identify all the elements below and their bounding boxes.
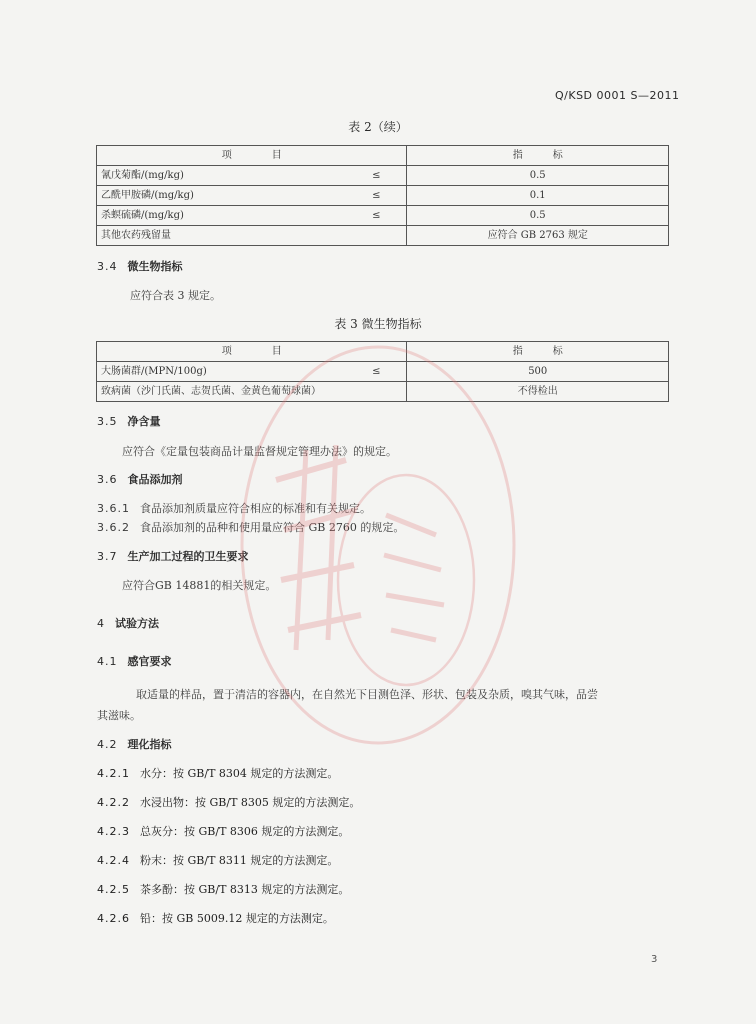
table-header-row xyxy=(97,342,669,362)
section-heading-4-2 xyxy=(97,736,172,752)
item-cell xyxy=(97,166,407,186)
value-cell: 0.1 xyxy=(407,186,669,206)
column-header-value: 指 标 xyxy=(407,342,669,362)
paragraph-line: 取适量的样品，置于清洁的容器内，在自然光下目测色泽、形状、包装及杂质，嗅其气味，品尝 xyxy=(136,688,598,701)
section-title: 理化指标 xyxy=(127,738,172,751)
clause-number: 4.2.2 xyxy=(97,796,130,809)
clause-3-6-1 xyxy=(97,500,371,516)
clause-number: 4.2.1 xyxy=(97,767,130,780)
paragraph: 应符合《定量包装商品计量监督规定管理办法》的规定。 xyxy=(122,445,397,458)
section-number: 4.1 xyxy=(97,655,118,668)
clause-4-2-5 xyxy=(97,881,349,897)
paragraph: 应符合表 3 规定。 xyxy=(130,289,221,302)
section-heading-4 xyxy=(97,615,159,631)
section-title: 生产加工过程的卫生要求 xyxy=(127,550,249,563)
clause-4-2-2 xyxy=(97,794,360,810)
clause-number: 4.2.5 xyxy=(97,883,130,896)
le-operator: ≤ xyxy=(372,170,381,181)
clause-number: 3.6.2 xyxy=(97,521,130,534)
value-cell: 应符合 GB 2763 规定 xyxy=(407,226,669,246)
value-cell: 0.5 xyxy=(407,166,669,186)
clause-3-6-2 xyxy=(97,519,404,535)
section-number: 3.7 xyxy=(97,550,118,563)
clause-text: 铅：按 GB 5009.12 规定的方法测定。 xyxy=(140,912,334,925)
column-header-value: 指 标 xyxy=(407,146,669,166)
item-cell xyxy=(97,362,407,382)
page-number: 3 xyxy=(651,954,658,965)
section-number: 3.4 xyxy=(97,260,118,273)
table-row xyxy=(97,166,669,186)
section-heading-3-5 xyxy=(97,413,161,429)
clause-text: 茶多酚：按 GB/T 8313 规定的方法测定。 xyxy=(140,883,350,896)
table-row xyxy=(97,382,669,402)
section-heading-3-7 xyxy=(97,548,249,564)
section-heading-4-1 xyxy=(97,653,172,669)
section-title: 感官要求 xyxy=(127,655,172,668)
item-cell xyxy=(97,186,407,206)
paragraph-line: 其滋味。 xyxy=(97,709,141,722)
item-cell xyxy=(97,382,407,402)
clause-text: 食品添加剂质量应符合相应的标准和有关规定。 xyxy=(140,502,371,515)
column-header-item: 项 目 xyxy=(97,342,407,362)
clause-text: 粉末：按 GB/T 8311 规定的方法测定。 xyxy=(140,854,339,867)
clause-number: 4.2.4 xyxy=(97,854,130,867)
clause-text: 水分：按 GB/T 8304 规定的方法测定。 xyxy=(140,767,339,780)
clause-4-2-1 xyxy=(97,765,338,781)
clause-4-2-4 xyxy=(97,852,338,868)
section-number: 3.5 xyxy=(97,415,118,428)
section-heading-3-4 xyxy=(97,258,183,274)
paragraph: 应符合GB 14881的相关规定。 xyxy=(122,579,277,592)
item-label: 大肠菌群/(MPN/100g) xyxy=(101,366,207,377)
table-header-row xyxy=(97,146,669,166)
item-label: 其他农药残留量 xyxy=(101,230,171,241)
table3 xyxy=(96,341,669,402)
section-number: 4 xyxy=(97,617,105,630)
section-heading-3-6 xyxy=(97,471,183,487)
section-title: 食品添加剂 xyxy=(127,473,183,486)
table-row xyxy=(97,186,669,206)
table2 xyxy=(96,145,669,246)
table-row xyxy=(97,206,669,226)
table2-caption: 表 2（续） xyxy=(348,120,408,134)
value-cell: 不得检出 xyxy=(407,382,669,402)
section-title: 微生物指标 xyxy=(127,260,183,273)
section-title: 试验方法 xyxy=(115,617,159,630)
section-title: 净含量 xyxy=(127,415,161,428)
item-label: 乙酰甲胺磷/(mg/kg) xyxy=(101,190,194,201)
section-number: 4.2 xyxy=(97,738,118,751)
clause-text: 食品添加剂的品种和使用量应符合 GB 2760 的规定。 xyxy=(140,521,405,534)
clause-number: 4.2.3 xyxy=(97,825,130,838)
column-header-item: 项 目 xyxy=(97,146,407,166)
item-cell xyxy=(97,226,407,246)
clause-4-2-3 xyxy=(97,823,349,839)
value-cell: 500 xyxy=(407,362,669,382)
section-number: 3.6 xyxy=(97,473,118,486)
table3-caption: 表 3 微生物指标 xyxy=(334,317,422,331)
table-row xyxy=(97,362,669,382)
le-operator: ≤ xyxy=(372,366,381,377)
clause-text: 水浸出物：按 GB/T 8305 规定的方法测定。 xyxy=(140,796,361,809)
value-cell: 0.5 xyxy=(407,206,669,226)
clause-number: 3.6.1 xyxy=(97,502,130,515)
item-cell xyxy=(97,206,407,226)
clause-text: 总灰分：按 GB/T 8306 规定的方法测定。 xyxy=(140,825,350,838)
le-operator: ≤ xyxy=(372,190,381,201)
le-operator: ≤ xyxy=(372,210,381,221)
item-label: 致病菌（沙门氏菌、志贺氏菌、金黄色葡萄球菌） xyxy=(101,386,321,397)
clause-number: 4.2.6 xyxy=(97,912,130,925)
table-row xyxy=(97,226,669,246)
item-label: 杀螟硫磷/(mg/kg) xyxy=(101,210,184,221)
clause-4-2-6 xyxy=(97,910,334,926)
document-code: Q/KSD 0001 S—2011 xyxy=(555,89,680,102)
item-label: 氰戊菊酯/(mg/kg) xyxy=(101,170,184,181)
